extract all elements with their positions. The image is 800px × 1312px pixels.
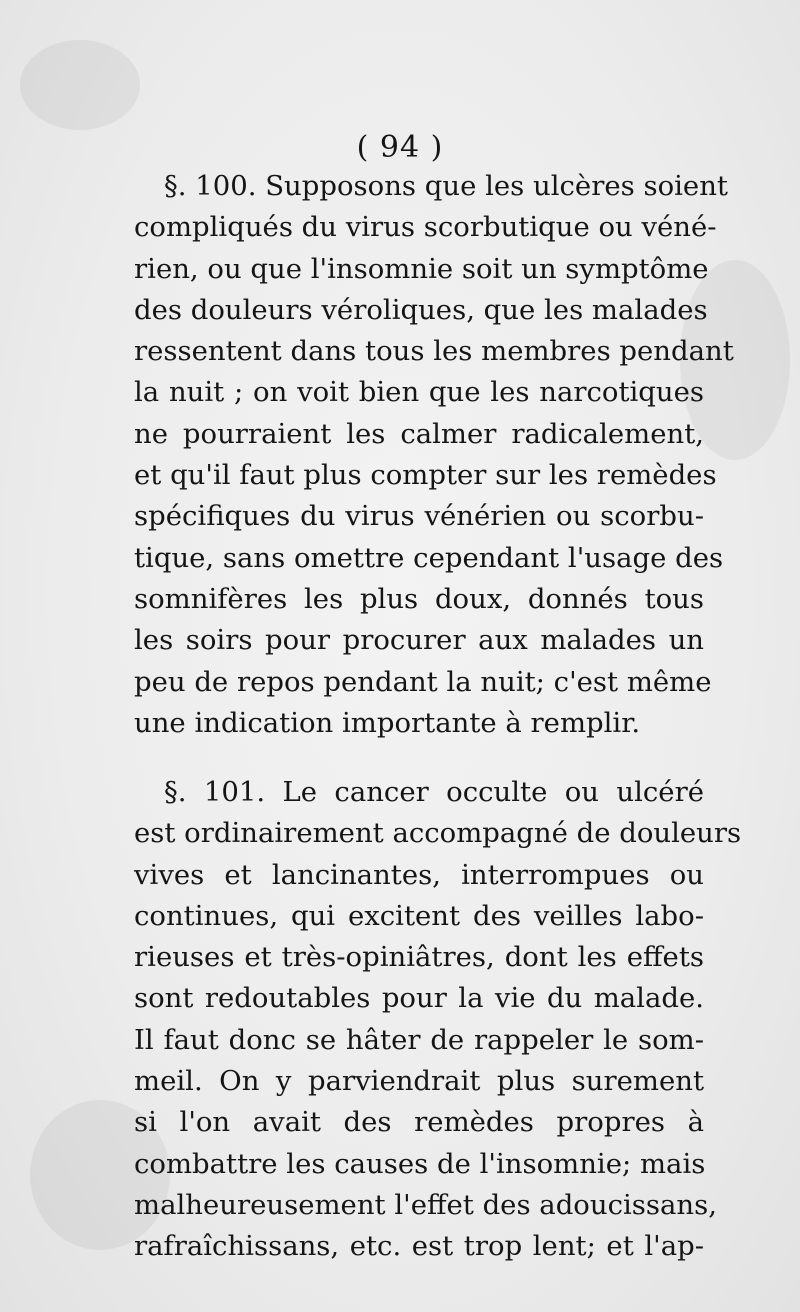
text-line: vives et lancinantes, interrompues ou bbox=[134, 858, 704, 891]
page-smudge bbox=[20, 40, 140, 130]
text-line: est ordinairement accompagné de douleurs bbox=[134, 817, 742, 850]
text-line: malheureusement l'effet des adoucissans, bbox=[134, 1188, 717, 1221]
text-line: spécifiques du virus vénérien ou scorbu- bbox=[134, 500, 704, 533]
text-line: rieuses et très-opiniâtres, dont les effets bbox=[134, 941, 704, 974]
text-line: la nuit ; on voit bien que les narcotiques bbox=[134, 376, 704, 409]
text-line: sont redoutables pour la vie du malade. bbox=[134, 982, 704, 1015]
text-line: rafraîchissans, etc. est trop lent; et l'ap- bbox=[134, 1230, 704, 1263]
text-line: si l'on avait des remèdes propres à bbox=[134, 1106, 704, 1139]
text-line: rien, ou que l'insomnie soit un symptôme bbox=[134, 252, 709, 285]
text-line: §. 101. Le cancer occulte ou ulcéré bbox=[164, 776, 704, 808]
section-100 bbox=[134, 166, 734, 744]
section-101 bbox=[134, 772, 742, 1268]
text-line: ressentent dans tous les membres pendant bbox=[134, 335, 734, 368]
text-line: combattre les causes de l'insomnie; mais bbox=[134, 1147, 706, 1180]
text-line: Il faut donc se hâter de rappeler le som- bbox=[134, 1023, 704, 1056]
text-line: tique, sans omettre cependant l'usage des bbox=[134, 541, 724, 574]
text-line: compliqués du virus scorbutique ou véné- bbox=[134, 211, 717, 244]
text-line: §. 100. Supposons que les ulcères soient bbox=[164, 170, 728, 202]
text-line: continues, qui excitent des veilles labo- bbox=[134, 899, 704, 932]
page-number: ( 94 ) bbox=[356, 130, 444, 165]
text-line: ne pourraient les calmer radicalement, bbox=[134, 417, 704, 450]
text-line: une indication importante à remplir. bbox=[134, 706, 641, 739]
text-line: et qu'il faut plus compter sur les remèdes bbox=[134, 459, 717, 492]
text-line: somnifères les plus doux, donnés tous bbox=[134, 582, 704, 615]
text-line: des douleurs véroliques, que les malades bbox=[134, 293, 708, 326]
text-line: les soirs pour procurer aux malades un bbox=[134, 624, 704, 657]
text-line: peu de repos pendant la nuit; c'est même bbox=[134, 665, 712, 698]
text-line: meil. On y parviendrait plus surement bbox=[134, 1065, 704, 1098]
